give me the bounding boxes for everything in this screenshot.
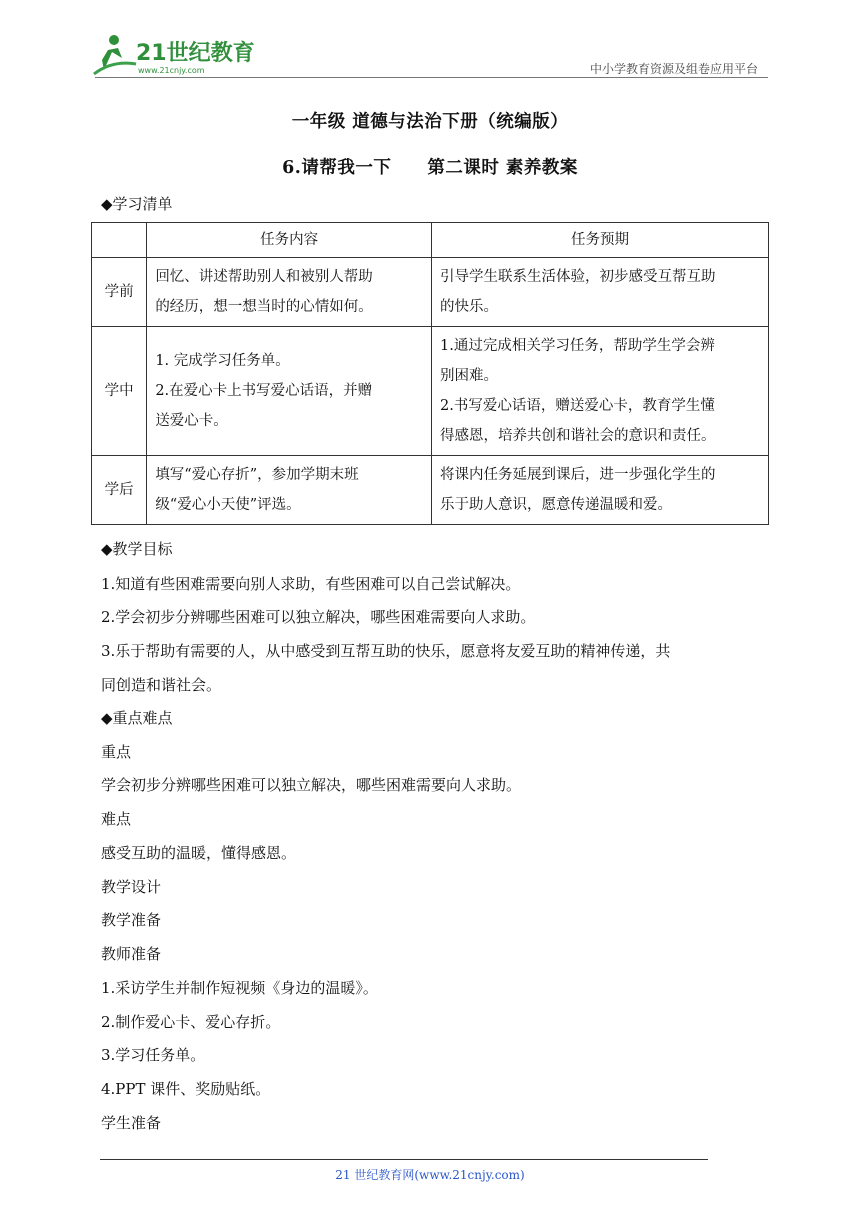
expect-cell: [431, 327, 768, 456]
table-row: [92, 327, 769, 456]
prep-item: 1.采访学生并制作短视频《身边的温暖》。: [101, 979, 378, 997]
cell-line: 乐于助人意识，愿意传递温暖和爱。: [439, 497, 672, 513]
header-divider: [95, 77, 768, 78]
page-header: [92, 30, 768, 80]
cell-line: 将课内任务延展到课后，进一步强化学生的: [439, 467, 716, 483]
cell-line: 送爱心卡。: [155, 413, 228, 429]
cell-line: 的快乐。: [439, 299, 498, 315]
footer-divider: [100, 1159, 708, 1160]
content-cell: [147, 456, 432, 525]
section-checklist: ◆学习清单: [101, 195, 173, 213]
table-header-cell: [92, 223, 147, 258]
cell-line: 引导学生联系生活体验，初步感受互帮互助: [439, 269, 716, 285]
expect-cell: [431, 456, 768, 525]
phase-cell: 学中: [92, 327, 147, 456]
key-text: 学会初步分辨哪些困难可以独立解决，哪些困难需要向人求助。: [101, 776, 522, 794]
doc-subtitle: 6.请帮我一下 第二课时 素养教案: [282, 158, 578, 178]
prep-heading: 教学准备: [101, 911, 162, 929]
footer-link[interactable]: 21 世纪教育网(www.21cnjy.com): [335, 1168, 525, 1182]
table-row: [92, 258, 769, 327]
table-header-cell: 任务内容: [147, 223, 432, 258]
difficulty-label: 难点: [101, 810, 132, 828]
table-header-row: [92, 223, 769, 258]
site-logo: [92, 30, 262, 78]
section-objectives: ◆教学目标: [101, 540, 173, 558]
phase-cell: 学前: [92, 258, 147, 327]
table-row: [92, 456, 769, 525]
expect-cell: [431, 258, 768, 327]
platform-label: 中小学教育资源及组卷应用平台: [589, 62, 758, 76]
objective-item: 2.学会初步分辨哪些困难可以独立解决，哪些困难需要向人求助。: [101, 608, 536, 626]
cell-line: 1. 完成学习任务单。: [155, 353, 290, 369]
difficulty-text: 感受互助的温暖，懂得感恩。: [101, 844, 297, 862]
prep-item: 3.学习任务单。: [101, 1046, 206, 1064]
objective-item: 3.乐于帮助有需要的人，从中感受到互帮互助的快乐，愿意将友爱互助的精神传递，共: [101, 642, 671, 660]
student-prep-heading: 学生准备: [101, 1114, 162, 1132]
svg-text:www.21cnjy.com: www.21cnjy.com: [138, 66, 205, 75]
table-header-cell: 任务预期: [431, 223, 768, 258]
prep-item: 2.制作爱心卡、爱心存折。: [101, 1013, 281, 1031]
cell-line: 级“爱心小天使”评选。: [155, 497, 301, 513]
cell-line: 别困难。: [439, 368, 498, 384]
cell-line: 2.在爱心卡上书写爱心话语，并赠: [155, 383, 373, 399]
phase-cell: 学后: [92, 456, 147, 525]
content-cell: [147, 258, 432, 327]
key-label: 重点: [101, 743, 132, 761]
objective-item: 1.知道有些困难需要向别人求助，有些困难可以自己尝试解决。: [101, 575, 521, 593]
doc-title: 一年级 道德与法治下册（统编版）: [291, 112, 569, 132]
prep-item: 4.PPT 课件、奖励贴纸。: [101, 1080, 271, 1098]
objective-item: 同创造和谐社会。: [101, 676, 222, 694]
cell-line: 的经历，想一想当时的心情如何。: [155, 299, 373, 315]
cell-line: 回忆、讲述帮助别人和被别人帮助: [155, 269, 373, 285]
section-key-points: ◆重点难点: [101, 709, 173, 727]
cell-line: 2.书写爱心话语，赠送爱心卡，教育学生懂: [439, 398, 715, 414]
checklist-table: [91, 222, 769, 525]
content-cell: [147, 327, 432, 456]
svg-text:21世纪教育: 21世纪教育: [136, 41, 255, 66]
cell-line: 1.通过完成相关学习任务，帮助学生学会辨: [439, 338, 715, 354]
cell-line: 填写“爱心存折”，参加学期末班: [155, 467, 359, 483]
teacher-prep-heading: 教师准备: [101, 945, 162, 963]
cell-line: 得感恩，培养共创和谐社会的意识和责任。: [439, 428, 716, 444]
design-heading: 教学设计: [101, 878, 162, 896]
